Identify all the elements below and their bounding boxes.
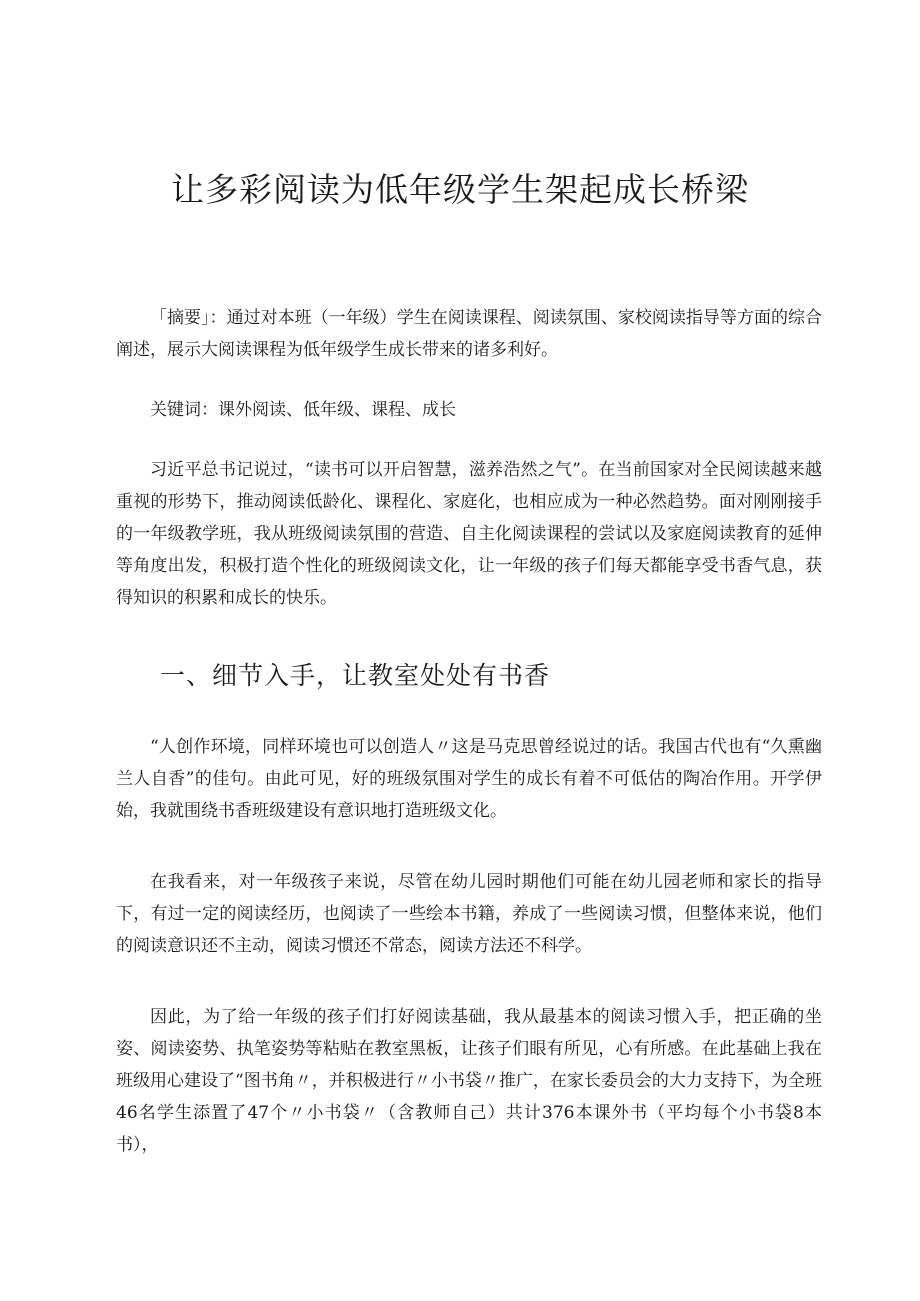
section-heading-1: 一、细节入手，让教室处处有书香 bbox=[160, 661, 551, 690]
abstract-paragraph: 「摘要」：通过对本班（一年级）学生在阅读课程、阅读氛围、家校阅读指导等方面的综合阐述，展示大阅读课程为低年级学生成长带来的诸多利好。 bbox=[116, 308, 822, 360]
intro-paragraph: 习近平总书记说过，“读书可以开启智慧，滋养浩然之气”。在当前国家对全民阅读越来越重视的形势下，推动阅读低龄化、课程化、家庭化，也相应成为一种必然趋势。面对刚刚接手的一年级教学班，我从班级阅读氛围的营造、自主化阅读课程的尝试以及家庭阅读教育的延伸等角度出发，积极打造个性化的班级阅读文化，让一年级的孩子们每天都能享受书香气息，获得知识的积累和成长的快乐。 bbox=[116, 460, 822, 608]
keywords-line: 关键词：课外阅读、低年级、课程、成长 bbox=[150, 400, 456, 420]
section1-paragraph-1: “人创作环境，同样环境也可以创造人〃这是马克思曾经说过的话。我国古代也有“久熏幽兰人自香”的佳句。由此可见，好的班级氛围对学生的成长有着不可低估的陶冶作用。开学伊始，我就围绕书香班级建设有意识地打造班级文化。 bbox=[116, 737, 822, 821]
section1-paragraph-3: 因此，为了给一年级的孩子们打好阅读基础，我从最基本的阅读习惯入手，把正确的坐姿、阅读姿势、执笔姿势等粘贴在教室黑板，让孩子们眼有所见，心有所感。在此基础上我在班级用心建设了“图书角〃，并积极进行〃小书袋〃推广，在家长委员会的大力支持下，为全班46名学生添置了47个〃小书袋〃（含教师自己）共计376本课外书（平均每个小书袋8本书）， bbox=[116, 1007, 822, 1155]
document-title: 让多彩阅读为低年级学生架起成长桥梁 bbox=[171, 170, 749, 209]
section1-paragraph-2: 在我看来，对一年级孩子来说，尽管在幼儿园时期他们可能在幼儿园老师和家长的指导下，有过一定的阅读经历，也阅读了一些绘本书籍，养成了一些阅读习惯，但整体来说，他们的阅读意识还不主动，阅读习惯还不常态，阅读方法还不科学。 bbox=[116, 872, 822, 956]
